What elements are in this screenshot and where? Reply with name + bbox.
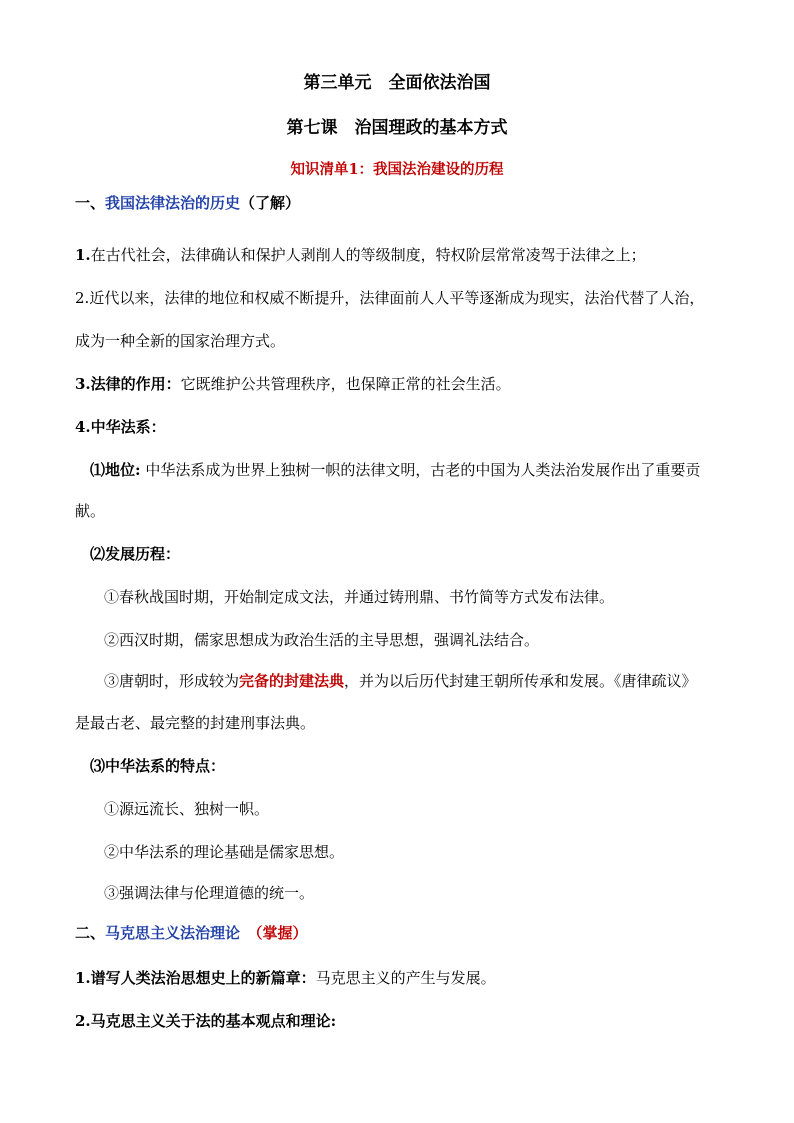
paragraph-1 <box>75 244 646 266</box>
sub1-line1 <box>90 459 700 481</box>
paragraph-3 <box>75 373 511 395</box>
section1-prefix: 一、 <box>75 194 106 212</box>
paragraph-1-text: 在古代社会，法律确认和保护人剥削人的等级制度，特权阶层常常凌驾于法律之上； <box>90 246 646 264</box>
sub1-text: 中华法系成为世界上独树一帜的法律文明，古老的中国为人类法治发展作出了重要贡 <box>140 461 701 479</box>
lesson-title: 第七课 治国理政的基本方式 <box>286 118 508 138</box>
paragraph-4: 4.中华法系： <box>75 418 166 436</box>
paragraph-1-num: 1. <box>75 246 91 264</box>
paragraph-3-text: 它既维护公共管理秩序，也保障正常的社会生活。 <box>180 375 511 393</box>
section1-tag: （了解） <box>240 194 301 212</box>
sub2-item1: ①春秋战国时期，开始制定成文法，并通过铸刑鼎、书竹简等方式发布法律。 <box>104 588 615 606</box>
sub2-item3-line1 <box>104 670 697 692</box>
sub2-item2: ②西汉时期，儒家思想成为政治生活的主导思想，强调礼法结合。 <box>104 631 540 649</box>
sub2-item3-line2: 是最古老、最完整的封建刑事法典。 <box>75 714 316 732</box>
paragraph-3-label: 3.法律的作用： <box>75 375 181 393</box>
section2-p1-text: 马克思主义的产生与发展。 <box>315 969 496 987</box>
section2-paragraph-1 <box>75 967 496 989</box>
sub2-item3-post: ，并为以后历代封建王朝所传承和发展。《唐律疏议》 <box>344 672 697 690</box>
section2-prefix: 二、 <box>75 924 106 942</box>
sub3-item2: ②中华法系的理论基础是儒家思想。 <box>104 843 345 861</box>
section2-tag: （掌握） <box>240 924 308 942</box>
paragraph-2-line2: 成为一种全新的国家治理方式。 <box>75 332 286 350</box>
checklist-title: 知识清单1：我国法治建设的历程 <box>290 161 504 178</box>
sub2-label: ⑵发展历程： <box>90 545 181 563</box>
section2-heading <box>75 922 308 944</box>
sub3-item1: ①源远流长、独树一帜。 <box>104 800 270 818</box>
section1-heading <box>75 192 300 214</box>
paragraph-2-line1 <box>75 287 704 309</box>
paragraph-2-num: 2. <box>75 289 90 307</box>
sub2-item3-highlight: 完备的封建法典 <box>239 672 345 690</box>
sub3-item3: ③强调法律与伦理道德的统一。 <box>104 884 315 902</box>
sub1-label: ⑴地位: <box>90 461 141 479</box>
section1-title: 我国法律法治的历史 <box>105 194 241 212</box>
section2-p1-label: 1.谱写人类法治思想史上的新篇章： <box>75 969 316 987</box>
sub2-item3-pre: ③唐朝时，形成较为 <box>104 672 240 690</box>
unit-title: 第三单元 全面依法治国 <box>303 73 491 93</box>
sub3-label: ⑶中华法系的特点： <box>90 757 226 775</box>
paragraph-2-text1: 近代以来，法律的地位和权威不断提升，法律面前人人平等逐渐成为现实，法治代替了人治， <box>89 289 705 307</box>
section2-paragraph-2: 2.马克思主义关于法的基本观点和理论: <box>75 1012 337 1030</box>
section2-title: 马克思主义法治理论 <box>105 924 241 942</box>
sub1-line2: 献。 <box>75 502 106 520</box>
